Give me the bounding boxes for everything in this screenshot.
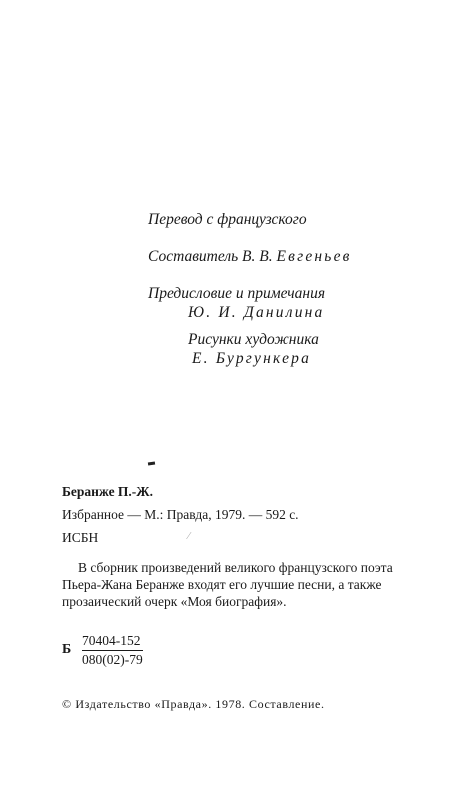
annotation-line-3: прозаический очерк «Моя биография».: [62, 594, 287, 609]
preface-credit-line2: Ю. И. Данилина: [188, 304, 325, 321]
classification-code: [82, 632, 143, 668]
drawings-credit-line2: Е. Бургункера: [192, 350, 312, 367]
copyright-line: © Издательство «Правда». 1978. Составление.: [62, 697, 325, 711]
compiler-prefix: Составитель В. В.: [148, 248, 277, 265]
author-heading: Беранже П.-Ж.: [62, 484, 154, 499]
annotation-line-1: В сборник произведений великого французского поэта: [78, 560, 393, 575]
compiler-credit: [148, 247, 352, 266]
preface-credit-line1: Предисловие и примечания: [148, 285, 326, 302]
faint-tick-mark: ⁄: [188, 531, 190, 542]
imprint-line: Избранное — М.: Правда, 1979. — 592 с.: [62, 507, 299, 522]
translation-credit: Перевод с французского: [148, 211, 307, 228]
classification-code-top: 70404-152: [82, 632, 143, 651]
classification-code-bottom: 080(02)-79: [82, 652, 143, 667]
compiler-name: Евгеньев: [276, 248, 352, 265]
isbn-label: ИСБН: [62, 530, 99, 545]
classification-letter: Б: [62, 642, 72, 657]
print-mark: [148, 462, 155, 466]
annotation-paragraph: [62, 559, 462, 610]
annotation-line-2: Пьера-Жана Беранже входят его лучшие песни, а также: [62, 577, 382, 592]
drawings-credit-line1: Рисунки художника: [188, 331, 319, 348]
